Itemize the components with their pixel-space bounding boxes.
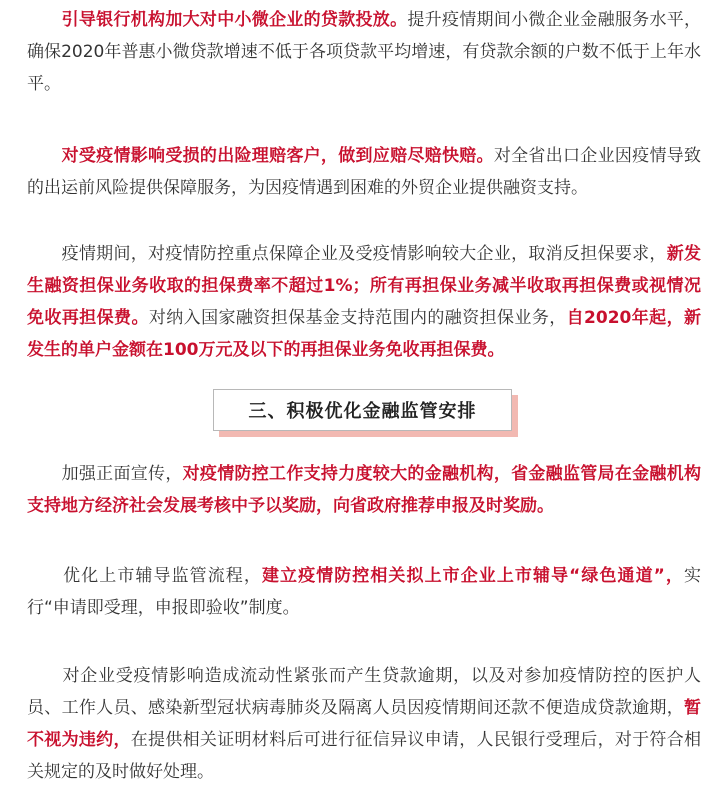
paragraph-positive-publicity: 加强正面宣传，对疫情防控工作支持力度较大的金融机构，省金融监管局在金融机构支持地方经济社会发展考核中予以奖励，向省政府推荐申报及时奖励。 — [27, 464, 702, 516]
paragraph-insurance-claims: 对受疫情影响受损的出险理赔客户，做到应赔尽赔快赔。对全省出口企业因疫情导致的出运前风险提供保障服务，为因疫情遇到困难的外贸企业提供融资支持。 — [27, 146, 702, 198]
highlight-text: 建立疫情防控相关拟上市企业上市辅导“绿色通道”， — [261, 566, 684, 586]
paragraph-bank-loans: 引导银行机构加大对中小微企业的贷款投放。提升疫情期间小微企业金融服务水平，确保2020年普惠小微贷款增速不低于各项贷款平均增速，有贷款余额的户数不低于上年水平。 — [27, 10, 702, 94]
highlight-text: 自2020年起，新发生的单户金额在100万元及以下的再担保业务免收再担保费。 — [27, 308, 701, 360]
highlight-text: 引导银行机构加大对中小微企业的贷款投放。 — [61, 10, 408, 30]
paragraph-overdue-loans: 对企业受疫情影响造成流动性紧张而产生贷款逾期，以及对参加疫情防控的医护人员、工作人员、感染新型冠状病毒肺炎及隔离人员因疫情期间还款不便造成贷款逾期，暂不视为违约，在提供相关证明材料后可进行征信异议申请，人民银行受理后，对于符合相关规定的及时做好处理。 — [27, 666, 702, 782]
highlight-text: 暂不视为违约， — [27, 698, 701, 750]
section-title: 三、积极优化金融监管安排 — [248, 401, 477, 422]
section-heading-box — [213, 389, 512, 431]
paragraph-guarantee-fees: 疫情期间，对疫情防控重点保障企业及受疫情影响较大企业，取消反担保要求，新发生融资担保业务收取的担保费率不超过1%；所有再担保业务减半收取再担保费或视情况免收再担保费。对纳入国家融资担保基金支持范围内的融资担保业务，自2020年起，新发生的单户金额在100万元及以下的再担保业务免收再担保费。 — [27, 244, 702, 360]
highlight-text: 对受疫情影响受损的出险理赔客户，做到应赔尽赔快赔。 — [61, 146, 494, 166]
highlight-text: 新发生融资担保业务收取的担保费率不超过1%；所有再担保业务减半收取再担保费或视情况免收再担保费。 — [27, 244, 702, 328]
highlight-text: 对疫情防控工作支持力度较大的金融机构，省金融监管局在金融机构支持地方经济社会发展考核中予以奖励，向省政府推荐申报及时奖励。 — [27, 464, 702, 516]
paragraph-listing-guidance: 优化上市辅导监管流程，建立疫情防控相关拟上市企业上市辅导“绿色通道”，实行“申请即受理，申报即验收”制度。 — [27, 566, 701, 618]
